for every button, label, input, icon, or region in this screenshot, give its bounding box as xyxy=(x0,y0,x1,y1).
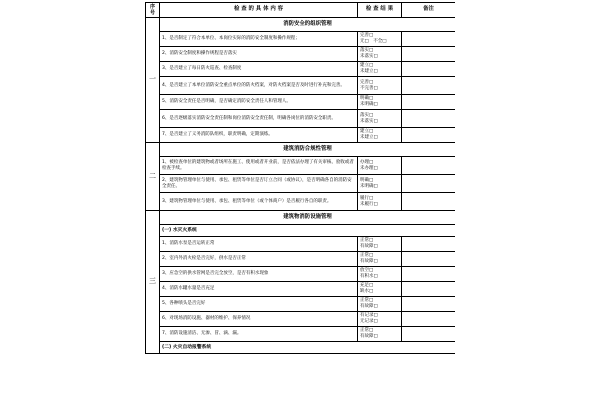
result-option[interactable]: 正常□ xyxy=(360,328,374,334)
result-option[interactable]: 建立□ xyxy=(360,63,374,69)
header-row xyxy=(146,3,456,18)
result-option[interactable]: 未落实□ xyxy=(360,118,378,124)
result-option[interactable]: 无记录□ xyxy=(360,319,378,324)
subsection-title-row xyxy=(146,342,456,354)
item-result[interactable] xyxy=(358,62,402,77)
section-number: 三 xyxy=(146,211,160,354)
table-row xyxy=(146,110,456,128)
item-note xyxy=(402,193,456,211)
result-option[interactable]: 履行□ xyxy=(360,195,374,201)
item-text: 5、各种喷头是否完好 xyxy=(160,297,358,312)
table-row xyxy=(146,267,456,282)
result-option[interactable]: 明确□ xyxy=(360,96,374,102)
item-text: 7、是否建立了义务消防队组织，职责明确，定期演练。 xyxy=(160,128,358,143)
subsection-title: (二) 火灾自动报警系统 xyxy=(160,342,456,354)
item-result[interactable] xyxy=(358,110,402,128)
table-row xyxy=(146,193,456,211)
item-note xyxy=(402,237,456,252)
header-note: 备注 xyxy=(402,3,456,18)
result-option[interactable]: 充足□ xyxy=(360,283,374,289)
result-option[interactable]: 未履行□ xyxy=(360,201,378,207)
table-row xyxy=(146,62,456,77)
header-seq: 序号 xyxy=(146,3,160,18)
item-note xyxy=(402,95,456,110)
item-result[interactable] xyxy=(358,193,402,211)
table-row xyxy=(146,312,456,327)
item-note xyxy=(402,62,456,77)
item-result[interactable] xyxy=(358,128,402,143)
item-note xyxy=(402,282,456,297)
item-note xyxy=(402,267,456,282)
item-text: 6、是否逐级落实消防安全责任制和岗位消防安全责任制，明确各岗位的消防安全职责。 xyxy=(160,110,358,128)
item-result[interactable] xyxy=(358,312,402,327)
result-option[interactable]: 有故障□ xyxy=(360,259,378,264)
result-option[interactable]: 不完善□ xyxy=(360,85,378,91)
item-text: 1、是否制定了符合本单位、本岗位实际的消防安全制度和操作规程； xyxy=(160,32,358,47)
section-title-row xyxy=(146,143,456,157)
section-number: 二 xyxy=(146,143,160,211)
result-option[interactable]: 有故障□ xyxy=(360,304,378,309)
table-row xyxy=(146,175,456,193)
item-result[interactable] xyxy=(358,327,402,342)
result-option[interactable]: 建立□ xyxy=(360,129,374,135)
item-text: 2、室内外消火栓是否完好，供水是否正常 xyxy=(160,252,358,267)
result-option[interactable]: 有记录□ xyxy=(360,313,378,319)
item-text: 6、对现场消防设施、器材的维护、保养情况 xyxy=(160,312,358,327)
inspection-sheet xyxy=(145,2,455,400)
section-title: 建筑物消防设施管理 xyxy=(160,211,456,225)
section-title: 建筑消防合规性管理 xyxy=(160,143,456,157)
result-option[interactable]: 未明确□ xyxy=(360,102,378,107)
table-row xyxy=(146,282,456,297)
subsection-title: (一) 水灭火系统 xyxy=(160,225,456,237)
result-option[interactable]: 缺水□ xyxy=(360,289,374,294)
item-text: 1、消防水泵是否运转正常 xyxy=(160,237,358,252)
result-option[interactable]: 落实□ xyxy=(360,112,374,118)
result-option[interactable]: 未落实□ xyxy=(360,54,378,59)
section-title-row xyxy=(146,18,456,32)
result-option[interactable]: 完善□ xyxy=(360,33,374,39)
result-option[interactable]: 正常□ xyxy=(360,298,374,304)
item-note xyxy=(402,252,456,267)
table-row xyxy=(146,252,456,267)
result-option[interactable]: 未建立□ xyxy=(360,135,378,140)
item-result[interactable] xyxy=(358,252,402,267)
header-result: 检 查 结 果 xyxy=(358,3,402,18)
item-text: 3、应急空的供水管网是否完全放空，是否有积水现象 xyxy=(160,267,358,282)
table-row xyxy=(146,47,456,62)
item-text: 2、消防安全制度和操作规程是否落实 xyxy=(160,47,358,62)
item-result[interactable] xyxy=(358,282,402,297)
item-result[interactable] xyxy=(358,297,402,312)
result-option[interactable]: 放空□ xyxy=(360,268,374,274)
table-row xyxy=(146,77,456,95)
item-text: 3、是否建立了每日防火巡查、检查制度 xyxy=(160,62,358,77)
item-note xyxy=(402,128,456,143)
item-note xyxy=(402,110,456,128)
result-option[interactable]: 未建立□ xyxy=(360,69,378,74)
section-title-row xyxy=(146,211,456,225)
item-result[interactable] xyxy=(358,95,402,110)
item-text: 3、建筑物管理单位与使用、承包、租赁等单位（或个体商户）是否履行各自的职责。 xyxy=(160,193,358,211)
section-number: 一 xyxy=(146,18,160,143)
item-note xyxy=(402,77,456,95)
table-row xyxy=(146,32,456,47)
inspection-table xyxy=(145,2,455,354)
item-text: 5、消防安全责任是否明确，是否确定消防安全责任人和管理人。 xyxy=(160,95,358,110)
table-row xyxy=(146,157,456,175)
result-option[interactable]: 正常□ xyxy=(360,238,374,244)
item-note xyxy=(402,32,456,47)
item-text: 4、消防水罐水量是否充足 xyxy=(160,282,358,297)
item-text: 4、是否建立了本单位消防安全重点单位的防火档案，对防火档案是否及时进行补充和完善。 xyxy=(160,77,358,95)
table-row xyxy=(146,95,456,110)
result-option[interactable]: 落实□ xyxy=(360,48,374,54)
item-result[interactable] xyxy=(358,77,402,95)
item-note xyxy=(402,157,456,175)
result-option[interactable]: 办理□ xyxy=(360,159,374,165)
item-result[interactable] xyxy=(358,47,402,62)
item-result[interactable] xyxy=(358,175,402,193)
table-row xyxy=(146,237,456,252)
item-result[interactable] xyxy=(358,32,402,47)
table-row xyxy=(146,128,456,143)
result-option[interactable]: 有故障□ xyxy=(360,334,378,339)
section-title: 消防安全的组织管理 xyxy=(160,18,456,32)
table-row xyxy=(146,297,456,312)
subsection-title-row xyxy=(146,225,456,237)
item-note xyxy=(402,327,456,342)
table-row xyxy=(146,327,456,342)
item-note xyxy=(402,47,456,62)
item-result[interactable] xyxy=(358,267,402,282)
item-text: 2、建筑物管理单位与使用、承包、租赁等单位是否订立合同（或协议），是否明确各自的消防安全责任。 xyxy=(160,175,358,193)
item-result[interactable] xyxy=(358,157,402,175)
result-option[interactable]: 正常□ xyxy=(360,253,374,259)
result-option[interactable]: 有故障□ xyxy=(360,244,378,249)
result-option[interactable]: 有积水□ xyxy=(360,274,378,279)
item-text: 7、消防设施清洁、无渗、冒、滴、漏。 xyxy=(160,327,358,342)
item-text: 1、被检查单位的建筑物或者场所在施工、使用或者开业前，是否依法办理了有关审核、验收或者检查手续。 xyxy=(160,157,358,175)
result-option[interactable]: 无□ 不全□ xyxy=(360,39,387,44)
item-result[interactable] xyxy=(358,237,402,252)
header-content: 检 查 的 具 体 内 容 xyxy=(160,3,358,18)
result-option[interactable]: 未明确□ xyxy=(360,183,378,189)
result-option[interactable]: 未办理□ xyxy=(360,165,378,171)
result-option[interactable]: 完善□ xyxy=(360,79,374,85)
item-note xyxy=(402,175,456,193)
result-option[interactable]: 明确□ xyxy=(360,177,374,183)
item-note xyxy=(402,312,456,327)
item-note xyxy=(402,297,456,312)
